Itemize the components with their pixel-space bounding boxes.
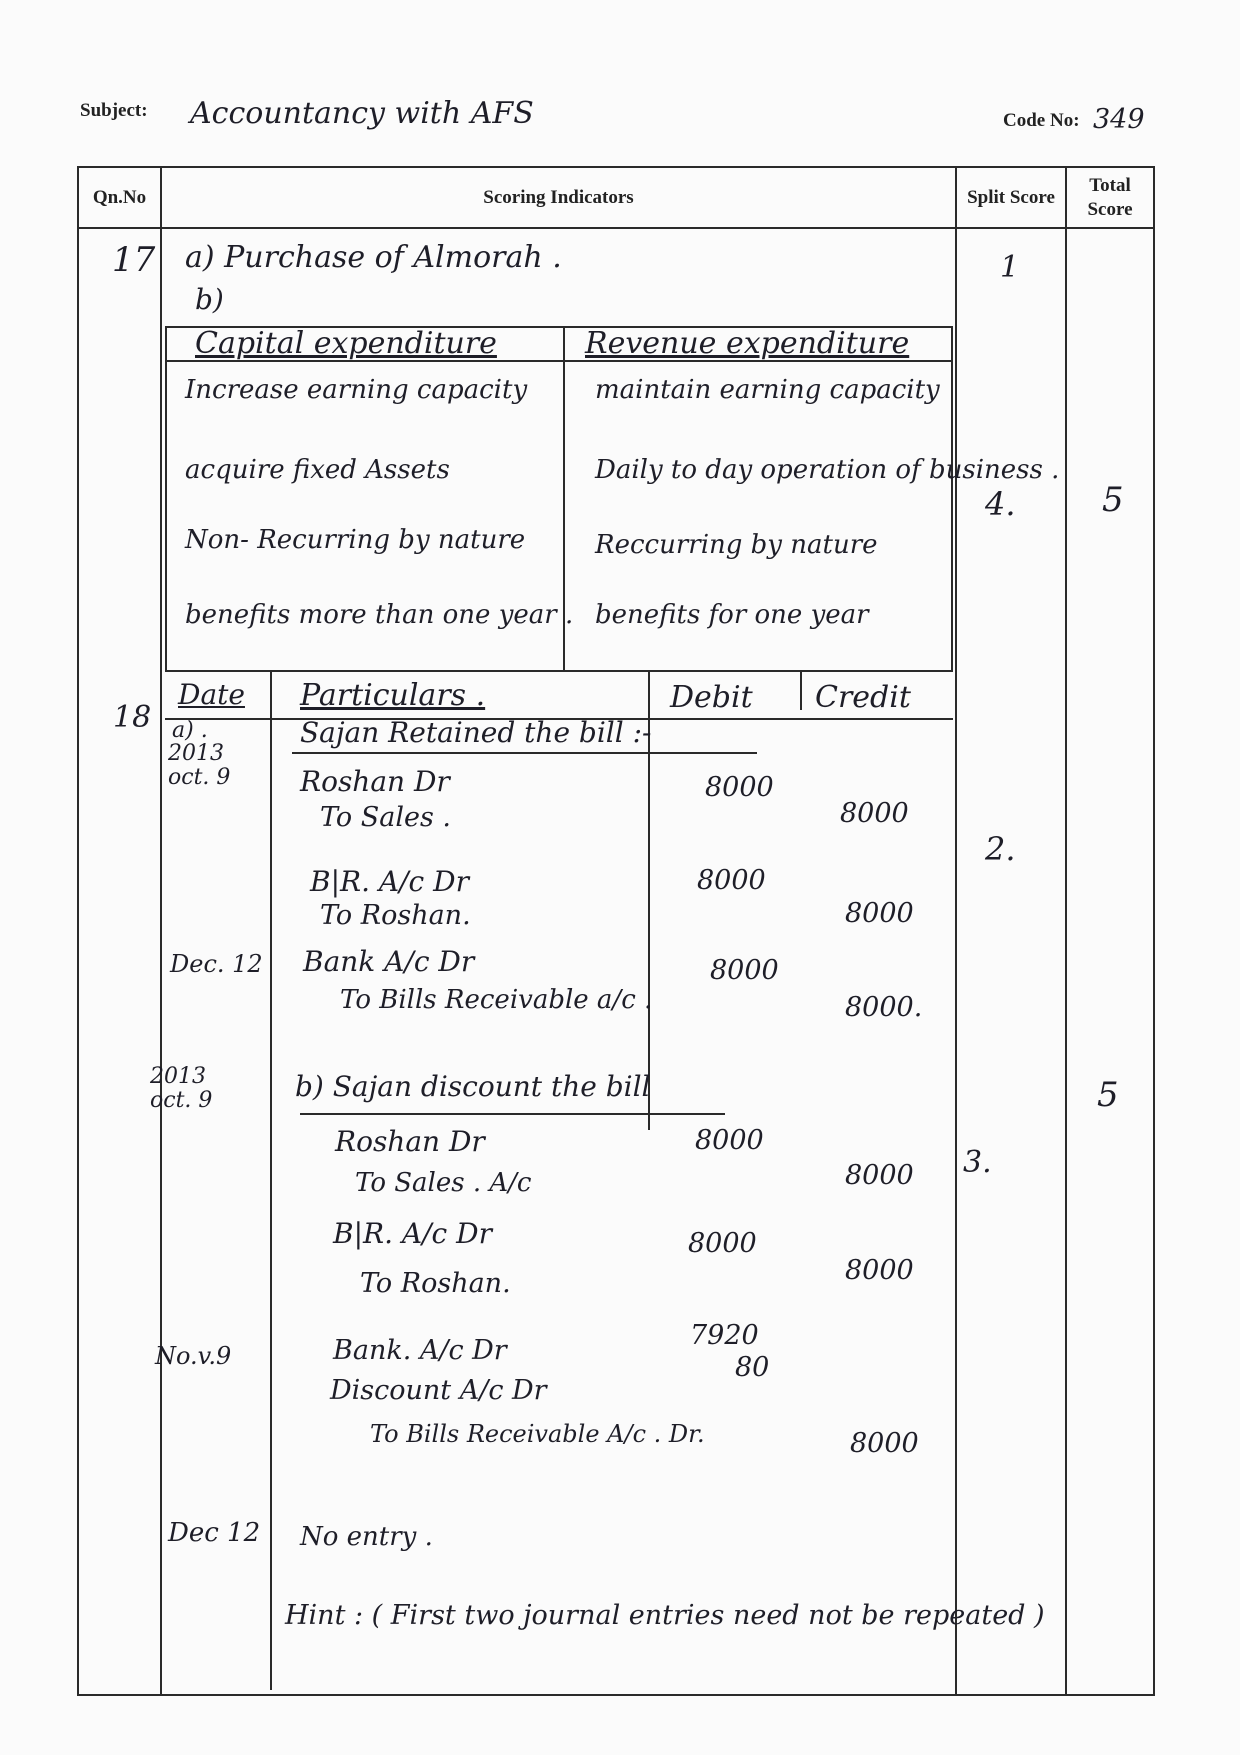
q17-subtable-bottom	[165, 670, 953, 672]
b-last-text: No entry .	[300, 1522, 433, 1552]
a-entry1-dr: Roshan Dr	[300, 765, 450, 798]
b-entry1-debit: 8000	[695, 1125, 764, 1156]
b-entry2-credit: 8000	[845, 1255, 914, 1286]
a-entry1-credit: 8000	[840, 798, 909, 829]
code-value: 349	[1093, 104, 1145, 135]
qn-column-divider	[160, 166, 162, 1696]
revenue-expenditure-heading: Revenue expenditure	[585, 326, 910, 361]
revenue-row-4: benefits for one year	[595, 600, 869, 630]
b-entry3-dr2: Discount A/c Dr	[330, 1375, 547, 1406]
part-b-heading-underline	[300, 1113, 725, 1115]
q18-number: 18	[113, 700, 152, 735]
debit-column-divider	[800, 670, 802, 710]
a-entry3-date: Dec. 12	[170, 950, 263, 978]
a-entry3-debit: 8000	[710, 955, 779, 986]
part-a-label: a) .	[172, 718, 208, 743]
b-entry2-dr: B|R. A/c Dr	[333, 1217, 492, 1250]
b-entry2-cr: To Roshan.	[360, 1268, 511, 1299]
b-last-date: Dec 12	[168, 1518, 261, 1548]
journal-header-credit: Credit	[815, 680, 911, 715]
q17-part-a: a) Purchase of Almorah .	[185, 240, 562, 275]
capital-row-2: acquire fixed Assets	[185, 455, 450, 485]
hint-text: Hint : ( First two journal entries need not be repeated )	[285, 1600, 1045, 1631]
a-entry2-dr: B|R. A/c Dr	[310, 865, 469, 898]
table-right-border	[1153, 166, 1155, 1696]
total-column-divider	[1065, 166, 1067, 1696]
a-entry2-debit: 8000	[697, 865, 766, 896]
revenue-row-1: maintain earning capacity	[595, 375, 940, 405]
a-entry1-debit: 8000	[705, 772, 774, 803]
part-b-total: 5	[1097, 1075, 1119, 1115]
b-entry3-debit2: 80	[735, 1352, 770, 1383]
q17-subtable-right	[951, 326, 953, 672]
subject-label: Subject:	[80, 100, 148, 121]
header-qn-no: Qn.No	[92, 187, 147, 208]
a-entry3-cr: To Bills Receivable a/c .	[340, 985, 653, 1015]
part-a-heading-underline	[292, 752, 757, 754]
b-entry3-credit: 8000	[850, 1428, 919, 1459]
journal-header-date: Date	[178, 678, 245, 711]
a-entry2-credit: 8000	[845, 898, 914, 929]
subject-value: Accountancy with AFS	[190, 96, 534, 131]
header-total-score: Total Score	[1087, 175, 1133, 220]
b-entry3-date: No.v.9	[155, 1342, 232, 1370]
q17-total: 5	[1102, 480, 1124, 520]
b-entry3-debit: 7920	[690, 1320, 759, 1351]
revenue-row-3: Reccurring by nature	[595, 530, 878, 560]
date-column-divider	[270, 670, 272, 1690]
b-entry1-credit: 8000	[845, 1160, 914, 1191]
revenue-row-2: Daily to day operation of business .	[595, 455, 1060, 485]
part-a-date: 2013 oct. 9	[168, 741, 231, 790]
a-entry3-credit: 8000.	[845, 992, 923, 1023]
q17-subtable-left	[165, 326, 167, 672]
capital-row-3: Non- Recurring by nature	[185, 525, 526, 555]
b-entry1-cr: To Sales . A/c	[355, 1168, 532, 1198]
part-b-date: 2013 oct. 9	[150, 1064, 213, 1113]
table-left-border	[77, 166, 79, 1696]
capital-expenditure-heading: Capital expenditure	[195, 326, 497, 361]
table-bottom-border	[77, 1694, 1155, 1696]
b-entry1-dr: Roshan Dr	[335, 1125, 485, 1158]
code-label: Code No:	[1003, 110, 1080, 131]
q17-part-b: b)	[195, 283, 224, 316]
q17-split-b: 4.	[985, 485, 1016, 523]
capital-row-4: benefits more than one year .	[185, 600, 574, 630]
part-b-split: 3.	[963, 1145, 992, 1180]
b-entry3-cr: To Bills Receivable A/c . Dr.	[370, 1420, 705, 1448]
header-scoring-indicators: Scoring Indicators	[483, 187, 634, 208]
header-split-score: Split Score	[967, 187, 1055, 208]
capital-row-1: Increase earning capacity	[185, 375, 528, 405]
b-entry2-debit: 8000	[688, 1228, 757, 1259]
part-a-heading: Sajan Retained the bill :-	[300, 716, 652, 749]
q17-split-a: 1	[1000, 250, 1020, 285]
q17-number: 17	[112, 240, 156, 280]
a-entry2-cr: To Roshan.	[320, 900, 471, 931]
a-entry3-dr: Bank A/c Dr	[303, 945, 475, 978]
a-entry1-cr: To Sales .	[320, 802, 451, 833]
split-column-divider	[955, 166, 957, 1696]
b-entry3-dr: Bank. A/c Dr	[333, 1335, 507, 1366]
journal-header-particulars: Particulars .	[300, 678, 486, 713]
part-a-split: 2.	[985, 830, 1016, 868]
journal-header-debit: Debit	[670, 680, 753, 715]
part-b-heading: b) Sajan discount the bill	[295, 1070, 651, 1103]
